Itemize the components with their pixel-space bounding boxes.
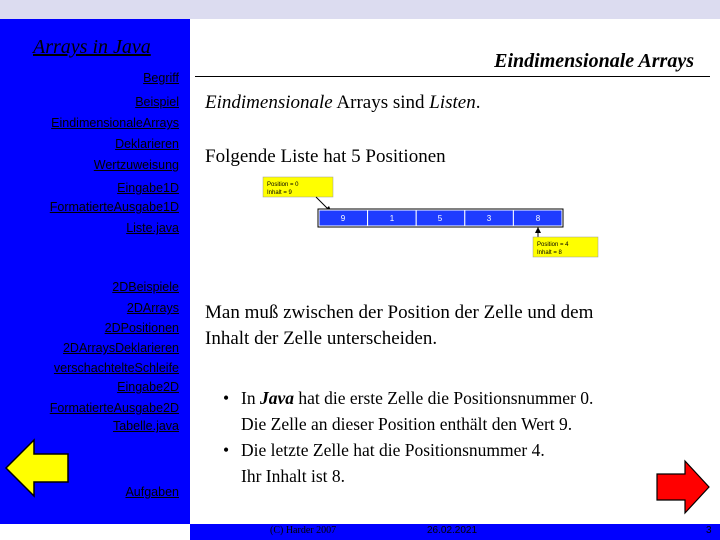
nav-link-2d-positionen[interactable]: 2DPositionen xyxy=(104,321,179,335)
array-cell-value-3: 3 xyxy=(486,214,492,223)
nav-link-aufgaben[interactable]: Aufgaben xyxy=(125,485,179,499)
intro-line xyxy=(205,90,480,116)
bullet-dot-icon: • xyxy=(223,440,230,460)
bullet-1-pre: In xyxy=(241,388,260,408)
last-note-position: Position = 4 xyxy=(537,242,569,248)
first-note-value: Inhalt = 9 xyxy=(267,190,292,196)
nav-link-formatierte-ausgabe1d[interactable]: FormatierteAusgabe1D xyxy=(49,200,179,214)
array-cell-value-4: 8 xyxy=(535,214,541,223)
footer-author: (C) Harder 2007 xyxy=(270,525,337,536)
bullet-1-line-1 xyxy=(223,385,594,411)
intro-period: . xyxy=(475,92,481,113)
bullet-2-line-2: Ihr Inhalt ist 8. xyxy=(241,466,346,486)
next-arrow-shape xyxy=(657,461,709,513)
title-divider xyxy=(195,76,710,77)
array-cell-value-2: 5 xyxy=(437,214,443,223)
intro-middle: Arrays sind xyxy=(332,92,430,113)
nav-link-deklarieren[interactable]: Deklarieren xyxy=(115,137,179,151)
nav-link-2d-arrays-deklarieren[interactable]: 2DArraysDeklarieren xyxy=(62,341,179,355)
footer-date: 26.02.2021 xyxy=(427,525,478,536)
paragraph-line-2: Inhalt der Zelle unterscheiden. xyxy=(205,328,438,349)
nav-link-beispiel[interactable]: Beispiel xyxy=(135,95,179,109)
nav-link-begriff[interactable]: Begriff xyxy=(143,71,179,85)
nav-link-formatierte-ausgabe2d[interactable]: FormatierteAusgabe2D xyxy=(49,401,179,415)
nav-link-eindimensionale-arrays[interactable]: EindimensionaleArrays xyxy=(51,116,179,130)
bullet-1-line-2: Die Zelle an dieser Position enthält den Wert 9. xyxy=(241,414,573,434)
paragraph-line-1: Man muß zwischen der Position der Zelle und dem xyxy=(205,302,594,323)
bullet-2-text: Die letzte Zelle hat die Positionsnummer 4. xyxy=(241,440,545,460)
positions-line: Folgende Liste hat 5 Positionen xyxy=(205,146,446,167)
bullet-1-post: hat die erste Zelle die Positionsnummer 0. xyxy=(293,388,594,408)
bullet-2-line-1 xyxy=(223,437,593,463)
intro-italic-word: Eindimensionale xyxy=(205,92,333,113)
nav-link-wertzuweisung[interactable]: Wertzuweisung xyxy=(93,158,179,172)
array-cell-value-0: 9 xyxy=(340,214,346,223)
nav-link-verschachtelte-schleife[interactable]: verschachtelteSchleife xyxy=(53,361,179,375)
array-cell-value-1: 1 xyxy=(389,214,395,223)
last-note-pointer-head xyxy=(535,227,541,233)
bullet-1-java: Java xyxy=(259,388,294,408)
bullet-dot-icon: • xyxy=(223,388,230,408)
sidebar-title[interactable]: Arrays in Java xyxy=(33,36,151,58)
back-arrow-icon[interactable] xyxy=(4,437,70,499)
nav-link-2d-arrays[interactable]: 2DArrays xyxy=(126,301,179,315)
intro-listen-word: Listen xyxy=(429,92,476,113)
array-diagram xyxy=(258,175,603,262)
window-top-strip xyxy=(0,0,720,19)
back-arrow-shape xyxy=(6,440,68,496)
first-note-position: Position = 0 xyxy=(267,182,299,188)
next-arrow-icon[interactable] xyxy=(655,459,711,515)
nav-link-eingabe2d[interactable]: Eingabe2D xyxy=(117,380,179,394)
nav-link-2d-beispiele[interactable]: 2DBeispiele xyxy=(112,280,179,294)
slide-title: Eindimensionale Arrays xyxy=(494,50,694,72)
nav-link-liste-java[interactable]: Liste.java xyxy=(126,221,179,235)
nav-link-eingabe1d[interactable]: Eingabe1D xyxy=(117,181,179,195)
footer-page-number: 3 xyxy=(706,525,712,536)
nav-link-tabelle-java[interactable]: Tabelle.java xyxy=(112,419,179,433)
last-note-value: Inhalt = 8 xyxy=(537,250,562,256)
bullet-list xyxy=(223,385,594,489)
